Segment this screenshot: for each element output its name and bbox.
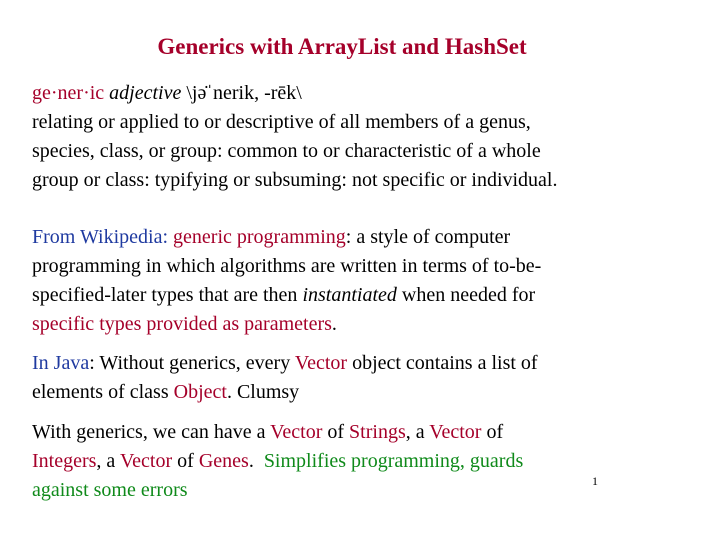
wikipedia-line-2: programming in which algorithms are written in terms of to-be- (32, 255, 542, 277)
strings-keyword: Strings (349, 421, 406, 443)
page-number: 1 (592, 474, 598, 488)
integers-keyword: Integers (32, 450, 97, 472)
definition-line-2: species, class, or group: common to or characteristic of a whole (32, 140, 541, 162)
instantiated-emphasis: instantiated (302, 284, 397, 306)
slide-title: Generics with ArrayList and HashSet (157, 34, 527, 59)
specific-types-phrase: specific types provided as parameters (32, 313, 332, 335)
object-keyword: Object (173, 381, 227, 403)
benefit-text-2: against some errors (32, 479, 188, 501)
vector-keyword: Vector (119, 450, 173, 472)
java-language: Java (53, 352, 90, 374)
definition-heading (32, 79, 712, 108)
definition-block (32, 79, 712, 195)
generics-block: With generics, we can have a Vector of Strings, a Vector of Integers, a Vector of Genes. Simplifies programming, guards against some errors (32, 418, 712, 505)
vector-keyword: Vector (270, 421, 323, 443)
java-block: In Java: Without generics, every Vector object contains a list of elements of class Object. Clumsy (32, 352, 538, 403)
genes-keyword: Genes (198, 450, 249, 472)
definition-line-3: group or class: typifying or subsuming: not specific or individual. (32, 169, 558, 191)
definition-line-1: relating or applied to or descriptive of all members of a genus, (32, 111, 531, 133)
pronunciation: \jə̇ˈnerik, -rēk\ (186, 82, 302, 104)
wikipedia-block: From Wikipedia: generic programming: a style of computer programming in which algorithms are written in terms of to-be- specified-later types that are then instantiated when needed for specific types provided as parameters. (32, 223, 712, 339)
part-of-speech: adjective (109, 82, 182, 104)
vector-keyword: Vector (429, 421, 482, 443)
benefit-text: Simplifies programming, guards (263, 450, 524, 472)
vector-keyword: Vector (294, 352, 348, 374)
dictionary-word: ge·ner·ic (32, 82, 105, 104)
generic-programming-term: generic programming (173, 226, 346, 248)
wikipedia-source: From Wikipedia: (32, 226, 169, 248)
